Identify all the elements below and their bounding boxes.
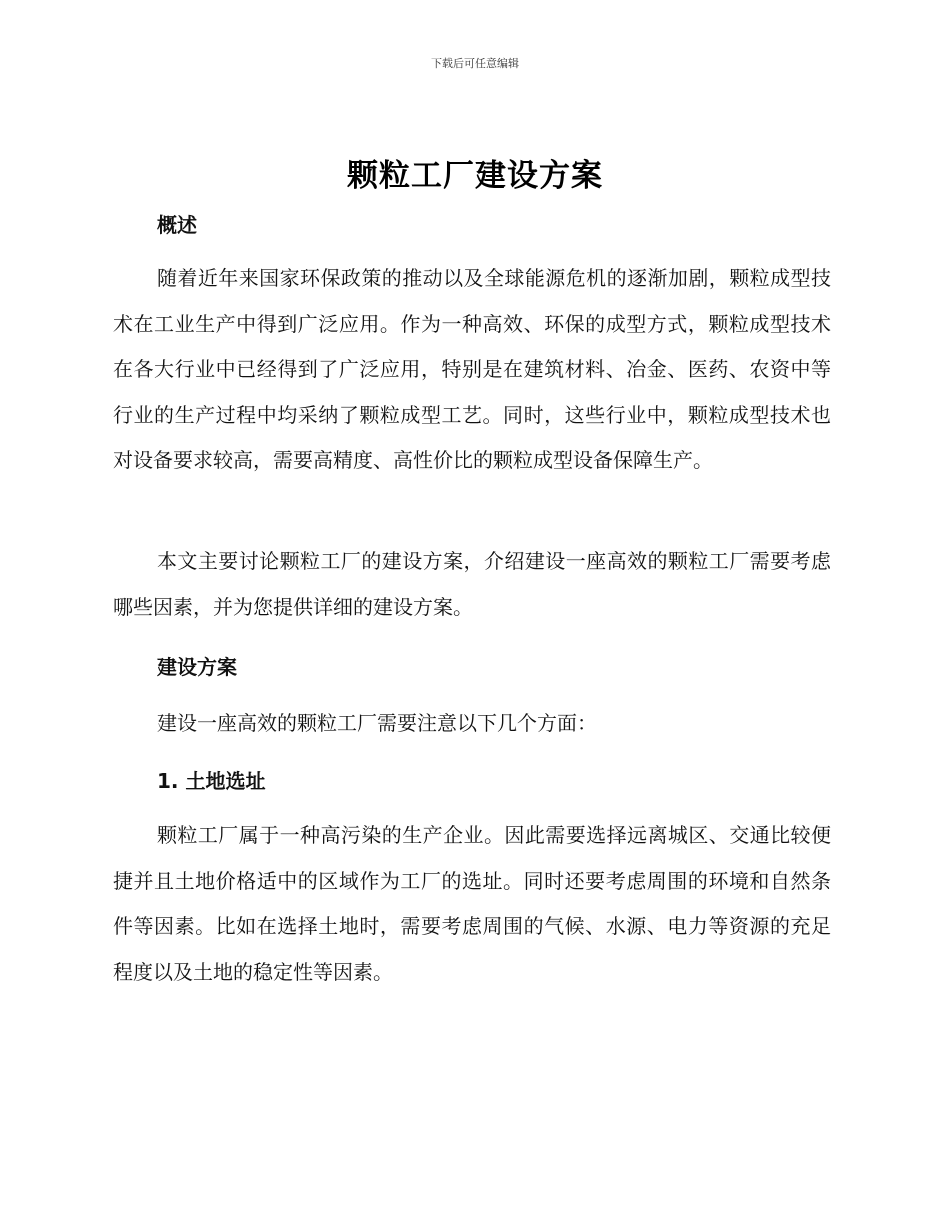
section-heading-overview: 概述	[157, 213, 197, 237]
overview-paragraph-2: 本文主要讨论颗粒工厂的建设方案，介绍建设一座高效的颗粒工厂需要考虑哪些因素，并为您提供详细的建设方案。	[113, 549, 831, 619]
header-note: 下载后可任意编辑	[431, 57, 519, 70]
overview-paragraph-1: 随着近年来国家环保政策的推动以及全球能源危机的逐渐加剧，颗粒成型技术在工业生产中得到广泛应用。作为一种高效、环保的成型方式，颗粒成型技术在各大行业中已经得到了广泛应用，特别是在建筑材料、冶金、医药、农资中等行业的生产过程中均采纳了颗粒成型工艺。同时，这些行业中，颗粒成型技术也对设备要求较高，需要高精度、高性价比的颗粒成型设备保障生产。	[113, 266, 831, 472]
overview-paragraph-2-block	[113, 539, 831, 630]
section-heading-plan: 建设方案	[157, 655, 237, 679]
section-heading-land: 1. 土地选址	[157, 769, 266, 793]
land-paragraph: 颗粒工厂属于一种高污染的生产企业。因此需要选择远离城区、交通比较便捷并且土地价格适中的区域作为工厂的选址。同时还要考虑周围的环境和自然条件等因素。比如在选择土地时，需要考虑周围的气候、水源、电力等资源的充足程度以及土地的稳定性等因素。	[113, 823, 831, 984]
land-paragraph-block	[113, 813, 831, 995]
plan-intro: 建设一座高效的颗粒工厂需要注意以下几个方面：	[157, 711, 597, 735]
document-title: 颗粒工厂建设方案	[347, 158, 603, 194]
overview-paragraph-1-block	[113, 256, 831, 484]
